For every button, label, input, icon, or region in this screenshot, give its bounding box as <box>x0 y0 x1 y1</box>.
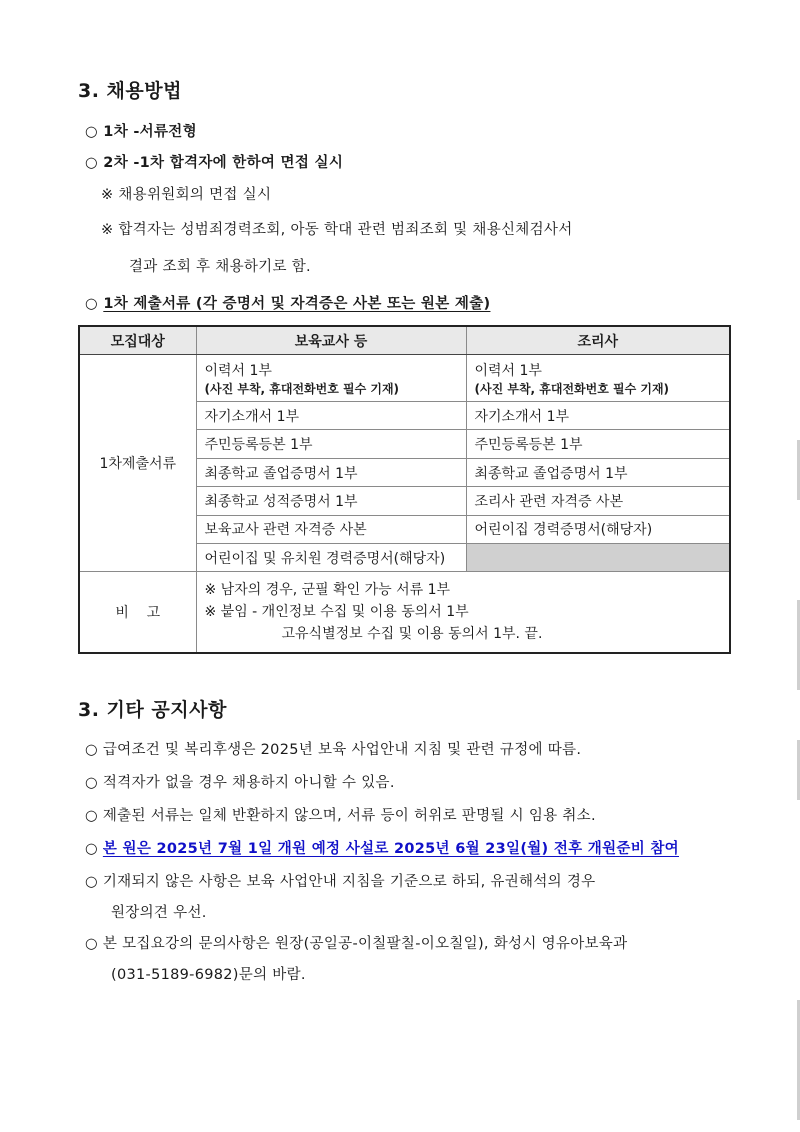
cell-subtext: (사진 부착, 휴대전화번호 필수 기재) <box>474 381 670 396</box>
docs-title-text: 1차 제출서류 (각 증명서 및 자격증은 사본 또는 원본 제출) <box>103 296 491 312</box>
table-cell <box>196 355 466 402</box>
documents-table <box>78 325 731 654</box>
table-cell: 주민등록등본 1부 <box>196 430 466 458</box>
table-row <box>79 355 730 402</box>
section-title-other-notices: 3. 기타 공지사항 <box>78 699 227 721</box>
notice-item: ○ 본 모집요강의 문의사항은 원장(공일공-이칠팔칠-이오칠일), 화성시 영유아보육과 <box>85 936 628 952</box>
cell-text: 이력서 1부 <box>474 362 542 379</box>
stage2-item: ○ 2차 -1차 합격자에 한하여 면접 실시 <box>85 155 344 171</box>
table-cell: 자기소개서 1부 <box>466 402 730 430</box>
table-cell: 어린이집 및 유치원 경력증명서(해당자) <box>196 543 466 571</box>
remarks-cell <box>196 572 730 653</box>
remarks-label: 비 고 <box>79 572 196 653</box>
table-cell: 최종학교 성적증명서 1부 <box>196 487 466 515</box>
table-cell: 주민등록등본 1부 <box>466 430 730 458</box>
notice-item: ○ 제출된 서류는 일체 반환하지 않으며, 서류 등이 허위로 판명될 시 임용 취소. <box>85 808 596 824</box>
notice-item: ○ 급여조건 및 복리후생은 2025년 보육 사업안내 지침 및 관련 규정에 따름. <box>85 742 582 758</box>
notice-item-highlight <box>85 837 679 858</box>
interview-note: ※ 채용위원회의 면접 실시 <box>101 187 272 203</box>
notice-item: ○ 적격자가 없을 경우 채용하지 아니할 수 있음. <box>85 775 395 791</box>
stage1-item: ○ 1차 -서류전형 <box>85 124 197 140</box>
notice-item: ○ 기재되지 않은 사항은 보육 사업안내 지침을 기준으로 하되, 유권해석의 경우 <box>85 874 596 890</box>
table-cell: 어린이집 경력증명서(해당자) <box>466 515 730 543</box>
cell-text: 이력서 1부 <box>204 362 272 379</box>
table-cell: 최종학교 졸업증명서 1부 <box>196 458 466 486</box>
section-title-recruitment-method: 3. 채용방법 <box>78 80 182 102</box>
background-check-note: ※ 합격자는 성범죄경력조회, 아동 학대 관련 범죄조회 및 채용신체검사서 <box>101 222 573 238</box>
category-cell: 1차제출서류 <box>79 355 196 572</box>
table-header-row <box>79 326 730 355</box>
table-cell: 조리사 관련 자격증 사본 <box>466 487 730 515</box>
remark-line: ※ 붙임 - 개인정보 수집 및 이용 동의서 1부 <box>204 604 469 621</box>
notice-item-cont: 원장의견 우선. <box>111 905 207 921</box>
empty-cell <box>466 543 730 571</box>
docs-title-bullet: ○ <box>85 296 104 312</box>
background-check-note-cont: 결과 조회 후 채용하기로 함. <box>129 259 311 275</box>
table-cell: 자기소개서 1부 <box>196 402 466 430</box>
docs-title <box>85 292 490 313</box>
remark-line: ※ 남자의 경우, 군필 확인 가능 서류 1부 <box>204 582 451 599</box>
header-teacher: 보육교사 등 <box>196 326 466 355</box>
cell-subtext: (사진 부착, 휴대전화번호 필수 기재) <box>204 381 400 396</box>
opening-schedule-text: 본 원은 2025년 7월 1일 개원 예정 사설로 2025년 6월 23일(월) 전후 개원준비 참여 <box>102 841 679 857</box>
table-cell: 보육교사 관련 자격증 사본 <box>196 515 466 543</box>
table-cell: 최종학교 졸업증명서 1부 <box>466 458 730 486</box>
table-cell <box>466 355 730 402</box>
remarks-row <box>79 572 730 653</box>
remark-line: 고유식별정보 수집 및 이용 동의서 1부. 끝. <box>281 626 543 643</box>
highlight-bullet: ○ <box>85 841 103 857</box>
header-target: 모집대상 <box>79 326 196 355</box>
notice-item-cont: (031-5189-6982)문의 바람. <box>111 967 306 983</box>
header-cook: 조리사 <box>466 326 730 355</box>
